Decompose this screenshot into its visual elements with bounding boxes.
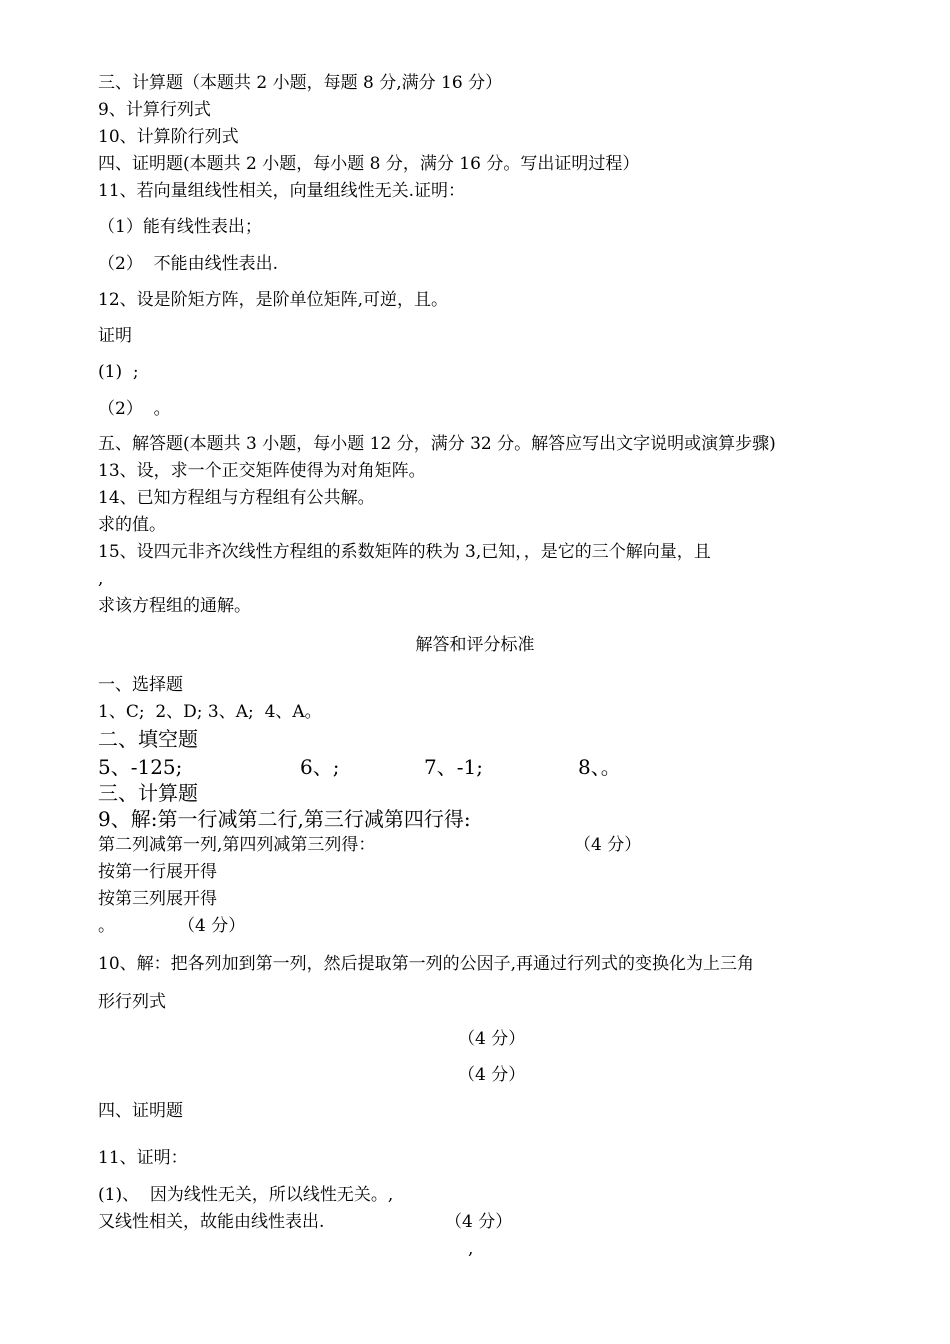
answer-5: 5、-125;: [98, 755, 183, 779]
answer-9-score2: （4 分）: [178, 916, 246, 936]
question-14-b: 求的值。: [98, 515, 166, 535]
question-15-b: 求该方程组的通解。: [98, 596, 251, 616]
answer-6: 6、;: [300, 755, 340, 779]
answer-11-score: （4 分）: [445, 1212, 513, 1232]
question-10: 10、计算阶行列式: [98, 127, 239, 147]
answer-9: 9、解:第一行减第二行,第三行减第四行得:: [98, 807, 471, 831]
answer-9-score1: （4 分）: [574, 835, 642, 855]
answer-10-b: 形行列式: [98, 992, 166, 1012]
answer-9-step3: 按第一行展开得: [98, 862, 217, 882]
question-15-comma: ,: [98, 569, 104, 589]
question-14: 14、已知方程组与方程组有公共解。: [98, 488, 375, 508]
answer-section1-header: 一、选择题: [98, 675, 183, 695]
answer-11-part1: (1)、 因为线性无关，所以线性无关。,: [98, 1185, 394, 1205]
answers-title: 解答和评分标准: [415, 635, 535, 655]
answer-10-score1: （4 分）: [458, 1029, 526, 1049]
answer-section4-header: 四、证明题: [98, 1101, 183, 1121]
answer-10-score2: （4 分）: [458, 1065, 526, 1085]
section5-header: 五、解答题(本题共 3 小题，每小题 12 分，满分 32 分。解答应写出文字说明或演算步骤): [98, 434, 776, 454]
answer-9-end: 。: [98, 916, 115, 936]
question-11-part1: （1）能有线性表出；: [98, 217, 262, 237]
section4-header: 四、证明题(本题共 2 小题，每小题 8 分，满分 16 分。写出证明过程）: [98, 154, 640, 174]
question-15: 15、设四元非齐次线性方程组的系数矩阵的秩为 3,已知，，是它的三个解向量，且: [98, 542, 711, 562]
question-9: 9、计算行列式: [98, 100, 211, 120]
answer-8: 8、。: [578, 755, 621, 779]
trailing-comma: ,: [468, 1239, 474, 1259]
question-12: 12、设是阶矩方阵，是阶单位矩阵,可逆，且。: [98, 290, 449, 310]
answer-9-step4: 按第三列展开得: [98, 889, 217, 909]
answer-section1-list: 1、C; 2、D; 3、A; 4、A。: [98, 702, 322, 722]
section3-header: 三、计算题（本题共 2 小题，每题 8 分,满分 16 分）: [98, 73, 503, 93]
question-12-part2: （2） 。: [98, 399, 171, 419]
answer-section2-header: 二、填空题: [98, 727, 198, 751]
answer-section3-header: 三、计算题: [98, 781, 198, 805]
answer-9-step2: 第二列减第一列,第四列减第三列得：: [98, 835, 376, 855]
question-13: 13、设，求一个正交矩阵使得为对角矩阵。: [98, 461, 426, 481]
question-11: 11、若向量组线性相关，向量组线性无关.证明：: [98, 181, 466, 201]
answer-11-part2: 又线性相关，故能由线性表出.: [98, 1212, 325, 1232]
answer-10: 10、解：把各列加到第一列，然后提取第一列的公因子,再通过行列式的变换化为上三角: [98, 954, 755, 974]
proof-label: 证明: [98, 326, 132, 346]
answer-7: 7、-1;: [424, 755, 483, 779]
question-12-part1: (1) ;: [98, 362, 139, 382]
question-11-part2: （2） 不能由线性表出.: [98, 254, 279, 274]
answer-11: 11、证明：: [98, 1148, 188, 1168]
